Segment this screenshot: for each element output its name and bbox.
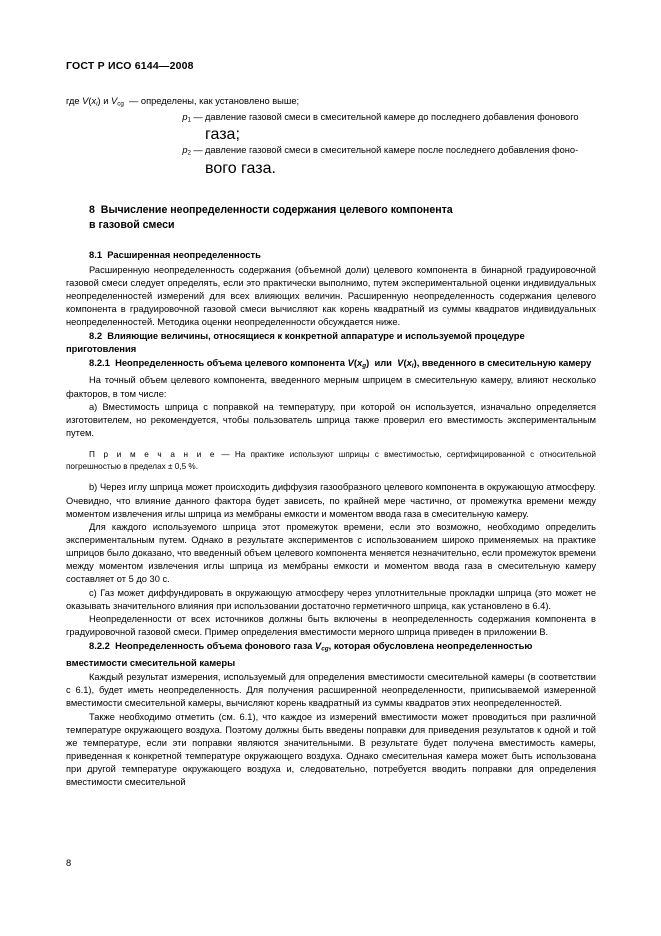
section-8-heading-wrapper xyxy=(66,203,596,232)
section-8-number: 8 xyxy=(89,204,95,217)
section-8-1-paragraph: Расширенную неопределенность содержания (объемной доли) целевого компонента в бинарной градуировочной газовой смеси следует определять, если это практически выполнимо, путем экспериментальной оценки индивидуальных неопределенностей измерений для всех влияющих величин. Расширенную неопределенность содержания целевого компонента в градуировочной газовой смеси вычисляют как корень квадратный из суммы квадратов индивидуальных неопределенностей. Методика оценки неопределенности обсуждается ниже. xyxy=(66,264,596,328)
section-8-1-title: Расширенная неопределенность xyxy=(107,249,261,261)
note-block xyxy=(66,449,596,472)
list-item-b-continuation: Для каждого используемого шприца этот промежуток времени, если это возможно, необходимо определить экспериментальным путем. Однако в результате экспериментов с использованием широко применяемых на практике шприцов было доказано, что введенный объем целевого компонента меняется незначительно, если промежуток времени между моментом извлечения иглы шприца из мембраны емкости и моментом ввода газа в смесительную камеру составляет от 5 до 30 с. xyxy=(66,521,596,585)
definition-continuation: газа; xyxy=(205,126,240,144)
where-lead-label: где $V(x_i)$ и $V_{cg}$ — определены, как установлено выше; xyxy=(66,96,300,108)
where-definition-block xyxy=(66,95,596,178)
section-8-2-1-title-post: , введенного в смесительную камеру xyxy=(416,356,592,368)
section-8-2-2-heading xyxy=(66,639,596,669)
definition-symbol: $p_1$ xyxy=(182,111,191,124)
section-8-2-1-title-pre: Неопределенность объема целевого компонента xyxy=(115,356,348,368)
note-dash: — xyxy=(216,450,235,460)
section-8-2-number: 8.2 xyxy=(89,330,103,342)
note-text: На практике используют шприцы с вместимостью, сертифицированной с относительной погрешностью в пределах ± 0,5 %. xyxy=(66,450,596,471)
definition-text: давление газовой смеси в смесительной камере до последнего добавления фонового xyxy=(205,111,579,122)
section-8-2-1-number: 8.2.1 xyxy=(89,356,110,368)
definition-dash: — xyxy=(193,111,203,122)
formula-v-cg: $V_{cg}$ xyxy=(314,640,329,653)
section-8-2-2-title-pre: Неопределенность объема фонового газа xyxy=(115,640,315,652)
definition-continuation: вого газа. xyxy=(205,160,276,178)
page-content xyxy=(66,60,596,790)
definition-symbol: $p_2$ xyxy=(182,145,191,158)
where-lead-line xyxy=(66,95,596,111)
section-8-2-title: Влияющие величины, относящиеся к конкретной аппаратуре и используемой процедуре приготовления xyxy=(66,330,525,355)
list-item-a: а) Вместимость шприца с поправкой на температуру, при которой он используется, изначально определяется изготовителем, но рекомендуется, чтобы пользователь шприца также проверил его вместимость экспериментальным путем. xyxy=(66,401,596,439)
note-label: П р и м е ч а н и е xyxy=(89,450,217,460)
definition-text: давление газовой смеси в смесительной камере после последнего добавления фоно- xyxy=(205,145,579,156)
definition-row-p1 xyxy=(66,111,596,127)
section-8-1-number: 8.1 xyxy=(89,249,103,261)
definition-row-p2 xyxy=(66,144,596,160)
section-8-heading xyxy=(89,203,596,232)
document-header: ГОСТ Р ИСО 6144—2008 xyxy=(66,60,194,72)
section-8-2-1-title-mid: или xyxy=(371,356,395,368)
formula-v-xg: $V(x_g)$ xyxy=(347,356,370,370)
section-8-2-2-number: 8.2.2 xyxy=(89,640,110,652)
section-8-2-1-closing: Неопределенности от всех источников должны быть включены в неопределенность содержания компонента в градуировочной газовой смеси. Пример определения вместимости мерного шприца приведен в приложении В. xyxy=(66,613,596,638)
section-8-2-heading xyxy=(66,329,596,355)
list-item-c: с) Газ может диффундировать в окружающую атмосферу через уплотнительные прокладки шприца (это может не оказывать значительного влияния при использовании достаточно герметичного шприца, как установлено в 6.4). xyxy=(66,587,596,611)
section-8-2-1-intro: На точный объем целевого компонента, введенного мерным шприцем в смесительную камеру, влияют несколько факторов, в том числе: xyxy=(66,375,596,399)
definition-dash: — xyxy=(193,145,203,156)
section-8-1-heading xyxy=(66,248,596,261)
formula-v-xi: $V(x_i)$ xyxy=(397,356,417,370)
section-8-2-1-heading xyxy=(66,356,596,373)
section-8-2-2-title-post: , которая обусловлена неопределенностью вместимости смесительной камеры xyxy=(66,640,533,668)
list-item-b: b) Через иглу шприца может происходить диффузия газообразного целевого компонента в окружающую атмосферу. Очевидно, что влияние данного фактора будет зависеть, по крайней мере частично, от промежутка времени между моментом извлечения иглы шприца из мембраны емкости и моментом ввода газа в смесительную камеру. xyxy=(66,482,596,519)
page-number: 8 xyxy=(66,858,72,868)
section-8-title-line1: Вычисление неопределенности содержания целевого компонента xyxy=(100,204,453,217)
section-8-title-line2: в газовой смеси xyxy=(89,218,175,231)
section-8-2-2-paragraph-1: Каждый результат измерения, используемый для определения вместимости смесительной камеры (в соответствии с 6.1), будет иметь неопределенность. Для получения расширенной неопределенности, приписываемой измеренной вместимости смесительной камеры, вычисляют корень квадратный из суммы квадратов этих неопределенностей. xyxy=(66,672,596,709)
section-8-2-2-paragraph-2: Также необходимо отметить (см. 6.1), что каждое из измерений вместимости может проводиться при различной температуре окружающего воздуха. Поэтому должны быть введены поправки для приведения результатов к одной и той же температуре, если эти поправки являются значительными. В результате будет получена вместимость камеры, приведенная к конкретной температуре окружающего воздуха. Однако смесительная камера может быть использована при другой температуре окружающего воздуха и, следовательно, потребуется вводить поправки для определения вместимости смесительной xyxy=(66,711,596,788)
